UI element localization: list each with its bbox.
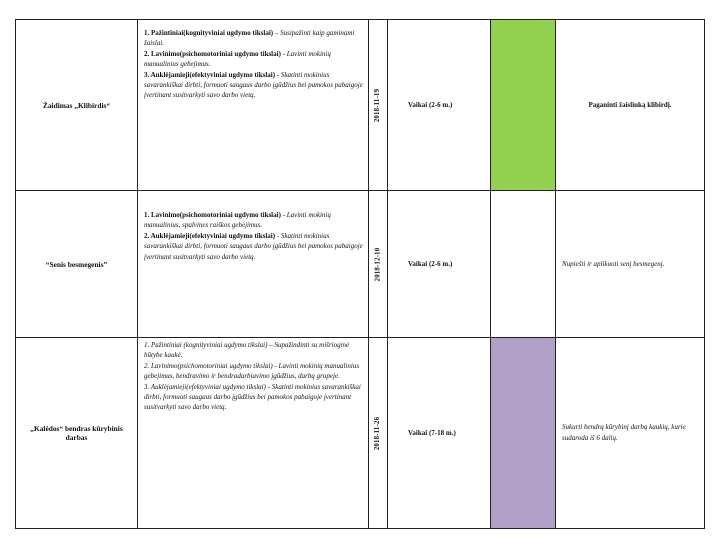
- activity-date: 2018-11-26: [374, 416, 382, 450]
- activity-table: [15, 19, 705, 529]
- activity-goals: 1. Pažintiniai (kognityviniai ugdymo tikslai) – Supažindinti su mišrioginė būtybe kaukė. 2. Lavinimo(psichomotoriniai ugdymo tikslai) - Lavinti mokinių manualinius gebejimus, bendravimo ir bendradarbiavimo įgūdžius, darbą grupeje. 3. Auklėjamieji(efektyviniai ugdymo tikslai) - Skatinti mokinius savarankiškai dirbti, formuoti saugaus darbo įgūdžius bei pamokos pabaigoje įvertinant susitvarkyti savo darbo vietą.: [144, 341, 361, 412]
- activity-note: Nupiešti ir aplikuoti senį besmegenį.: [562, 259, 665, 268]
- age-group: Vaikai (2-6 m.): [408, 260, 453, 268]
- activity-goals: 1. Lavinimo(psichomotoriniai ugdymo tikslai) - Lavinti mokinių manualinius, spalvines raiškos gebejimus. 2. Auklėjamieji(efektyviniai ugdymo tikslai) - Skatinti mokinius savarankiškai dirbti, formuoti saugaus darbo įgūdžius bei pamokos pabaigoje įvertinant susitvarkyti savo darbo vietą.: [144, 211, 363, 261]
- activity-name: Žaidimas „Klibirdis“: [42, 100, 111, 110]
- activity-date: 2018-12-10: [374, 247, 382, 281]
- activity-note: Sukurti bendrą kūrybinį darbą kaukių, kurie sudaroda iš 6 dalių.: [562, 423, 686, 442]
- activity-note: Paganinti žaisliuką klibirdį.: [588, 100, 672, 109]
- color-swatch-purple: [491, 338, 555, 528]
- color-swatch-empty: [491, 191, 555, 337]
- color-swatch-green: [491, 20, 555, 190]
- activity-goals: 1. Pažintiniai(kognityviniai ugdymo tikslai) – Susipažinti kaip gaminami žaislai. 2. Lavinimo(psichomotoriniai ugdymo tikslai) - Lavinti mokinių manualinius gebejimus. 3. Auklėjamieji(efektyviniai ugdymo tikslai) - Skatinti mokinius savarankiškai dirbti, formuoti saugaus darbo įgūdžius bei pamokos pabaigoje įvertinant susitvarkyti savo darbo vietą.: [144, 29, 363, 100]
- activity-name: „Kalėdos“ bendras kūrybinis darbas: [30, 424, 123, 442]
- activity-name: “Senis besmegenis”: [45, 259, 108, 269]
- activity-date: 2018-11-19: [374, 88, 382, 122]
- age-group: Vaikai (2-6 m.): [408, 101, 453, 109]
- age-group: Vaikai (7-18 m.): [408, 429, 456, 437]
